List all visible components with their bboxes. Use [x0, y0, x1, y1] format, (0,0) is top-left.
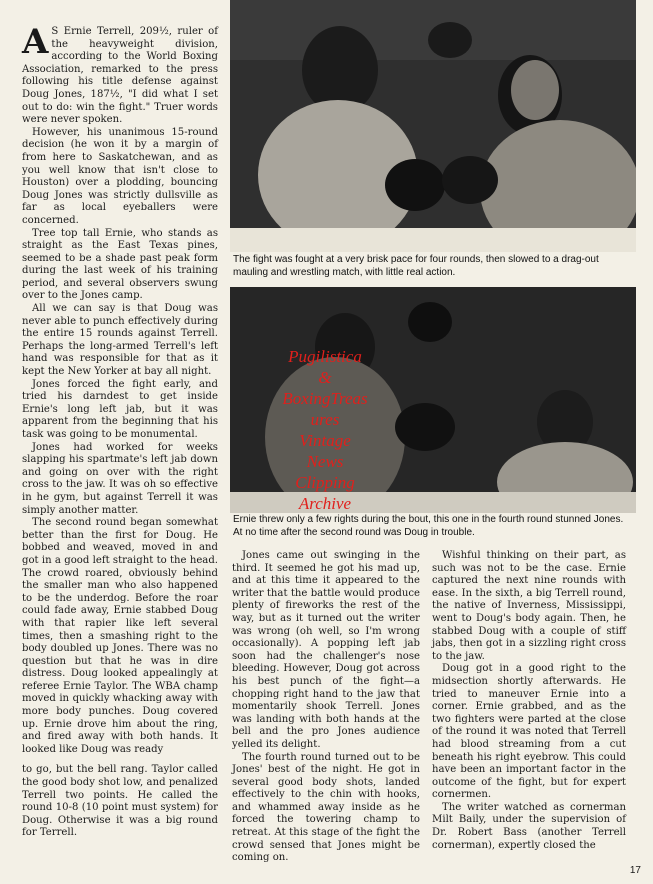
watermark: Pugilistica & BoxingTreas ures Vintage News Clipping Archive [282, 347, 368, 513]
drop-cap: A [22, 22, 49, 62]
paragraph: to go, but the bell rang. Taylor called the good body shot low, and penalized Terrell two points. He called the round 10-8 (10 point must system) for Doug. Otherwise it was a big round for Terrell. [22, 764, 218, 839]
fight-photo-top [230, 0, 636, 252]
paragraph: Wishful thinking on their part, as such was not to be the case. Ernie captured the next nine rounds with ease. In the sixth, a big Terrell round, the native of Inverness, Mississippi, went to Doug's body again. Then, he stabbed Doug with a couple of stiff jabs, then got in a sizzling right cross to the jaw. [432, 550, 626, 662]
article-middle-column [232, 550, 420, 865]
paragraph: However, his unanimous 15-round decision (he won it by a margin of from here to Saskatchewan, and as you well know that isn't close to Houston) over a plodding, bouncing Doug Jones was strictly dullsville as far as local eyeballers were concerned. [22, 126, 218, 226]
paragraph: The fourth round turned out to be Jones' best of the night. He got in several good body shots, landed effectively to the chin with hooks, and whammed away inside as he forced the towering champ to retreat. At this stage of the fight the crowd sensed that Jones might be coming on. [232, 751, 420, 864]
page-number: 17 [629, 865, 641, 876]
paragraph: The writer watched as cornerman Milt Baily, under the supervision of Dr. Robert Bass (another Terrell cornerman), expertly closed the [432, 801, 626, 851]
paragraph: Tree top tall Ernie, who stands as straight as the East Texas pines, seemed to be a shade past peak form during the last week of his training period, and several observers swung over to the Jones camp. [22, 227, 218, 302]
article-right-column [432, 550, 626, 852]
boxers-photo-illustration [230, 0, 636, 252]
top-photo-caption: The fight was fought at a very brisk pace for four rounds, then slowed to a drag-out mauling and wrestling match, with little real action. [233, 254, 599, 278]
bottom-photo-caption: Ernie threw only a few rights during the bout, this one in the fourth round stunned Jones. At no time after the second round was Doug in trouble. [233, 514, 624, 538]
paragraph: All we can say is that Doug was never able to punch effectively during the entire 15 rounds against Terrell. Perhaps the long-armed Terrell's left hand was responsible for that as it kept the New Yorker at bay all night. [22, 303, 218, 378]
paragraph: A S Ernie Terrell, 209½, ruler of the heavyweight division, according to the World Boxing Association, remarked to the press following his title defense against Doug Jones, 187½, "I did what I set out to do: win the fight." Truer words were never spoken. [22, 22, 218, 126]
paragraph: Doug got in a good right to the midsection shortly afterwards. He tried to maneuver Ernie into a corner. Ernie grabbed, and as the two fighters were parted at the close of the round it was noted that Terrell had blood streaming from a cut beneath his right eyebrow. This could have been an important factor in the outcome of the fight, but for expert cornermen. [432, 663, 626, 801]
paragraph: Jones had worked for weeks slapping his spartmate's left jab down and going on over with the right cross to the jaw. It was oh so effective in he gym, but against Terrell it was simply another matter. [22, 441, 218, 516]
paragraph: Jones forced the fight early, and tried his darndest to get inside Ernie's long left jab, but it was apparent from the beginning that his task was going to be monumental. [22, 378, 218, 440]
article-left-column [22, 22, 218, 840]
paragraph: Jones came out swinging in the third. It seemed he got his mad up, and at this time it appeared to the writer that the battle would produce plenty of fireworks the rest of the way, but as it turned out the writer was wrong (oh well, so I'm wrong occasionally). A popping left jab soon had the challenger's nose bleeding. However, Doug got across his best punch of the fight—a chopping right hand to the jaw that momentarily shook Terrell. Jones was landing with both hands at the bell and the pro Jones audience yelled its delight. [232, 550, 420, 750]
paragraph: The second round began somewhat better than the first for Doug. He bobbed and weaved, moved in and got in a good left straight to the head. The crowd roared, obviously behind the smaller man who also happened to be the underdog. Before the roar could fade away, Ernie stabbed Doug with that rapier like left several times, then a smashing right to the body doubled up Jones. There was no question but that he was in dire distress. Doug looked appealingly at referee Ernie Taylor. The WBA champ moved in quickly whacking away with more body punches. Doug covered up. Ernie drove him about the ring, and fired away with both hands. It looked like Doug was ready [22, 517, 218, 755]
